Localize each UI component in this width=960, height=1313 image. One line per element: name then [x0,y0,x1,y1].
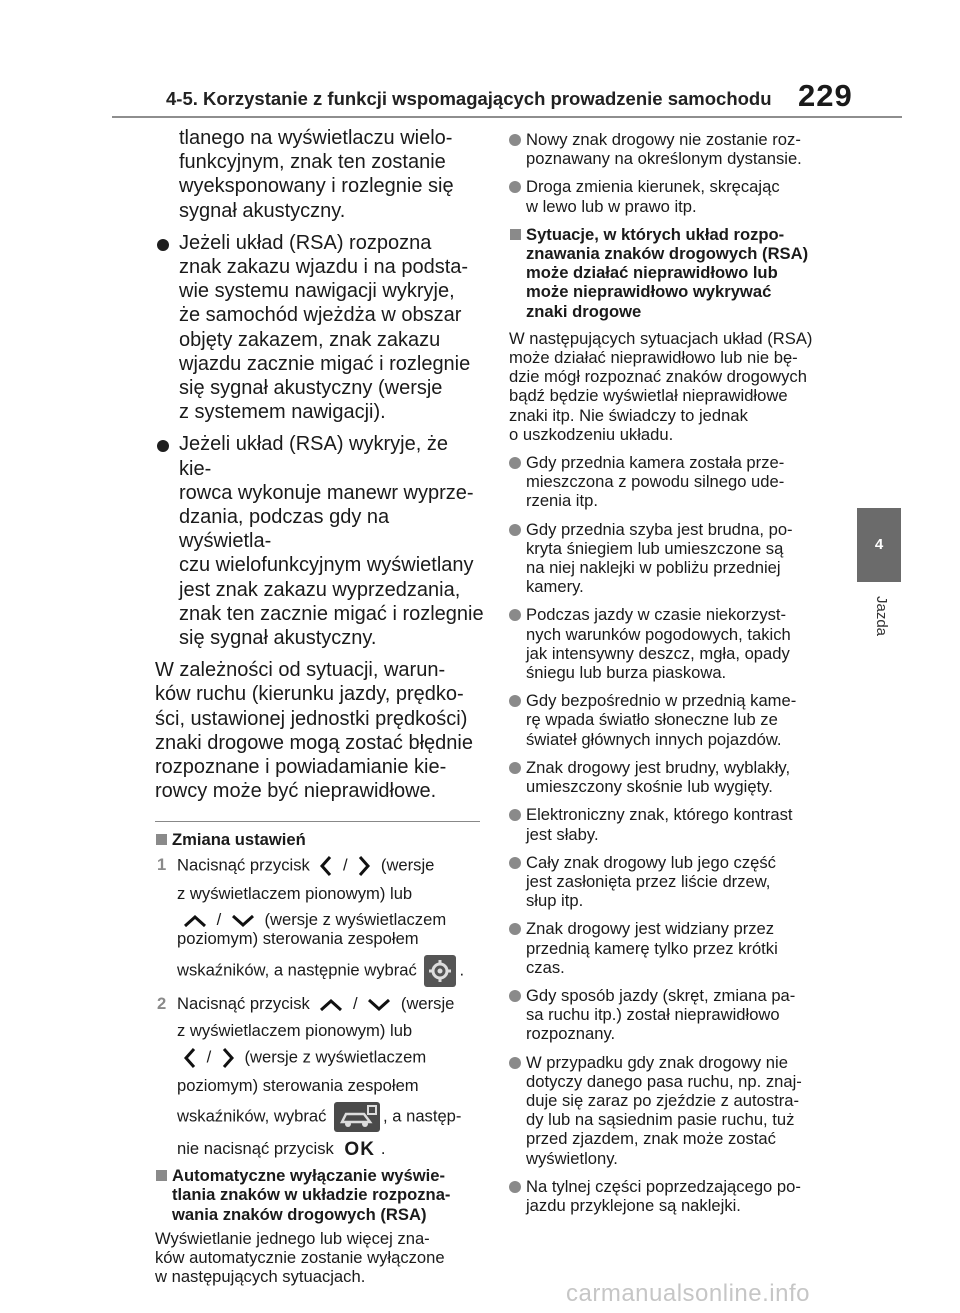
page-header-title: 4-5. Korzystanie z funkcji wspomagających prowadzenie samochodu [166,88,772,109]
chevron-up-icon [319,998,343,1012]
square-bullet-icon [156,834,167,845]
chevron-down-icon [231,914,255,928]
text-line: się sygnał akustyczny (wersje [179,377,443,400]
malfunction-bullet-list [509,453,837,1215]
right-bullet-top-1 [509,177,837,215]
text-line: nych warunków pogodowych, takich [526,624,791,644]
list-item [509,919,837,977]
text-line: Na tylnej części poprzedzającego po- [526,1176,801,1196]
text-line: na niej naklejki w pobliżu przedniej [526,558,781,578]
text-line: objęty zakazem, znak zakazu [179,328,441,351]
list-item [509,1177,837,1215]
bullet-dot-icon [509,923,521,935]
bullet-dot-icon [509,524,521,536]
text-line: wie systemu nawigacji wykryje, [179,280,455,303]
text-line: Gdy przednia szyba jest brudna, po- [526,519,793,539]
list-item [509,605,837,682]
text-line: śniegu lub burza piaskowa. [526,663,727,683]
bullet-no-entry-sign [155,231,485,425]
watermark: carmanualsonline.info [566,1280,810,1307]
text-line: funkcyjnym, znak ten zostanie [179,151,446,174]
text-line: Droga zmienia kierunek, skręcając [526,177,780,197]
bullet-dot-icon [157,239,169,251]
text-line: wyeksponowany i rozlegnie się [179,175,454,198]
text-line: Gdy przednia kamera została prze- [526,453,785,473]
text-line: kamery. [526,577,584,597]
list-item [509,520,837,597]
bullet-dot-icon [509,695,521,707]
text-line: dzie mógł rozpoznać znaków drogowych [509,367,807,387]
text-line: Sytuacje, w których układ rozpo- [526,224,785,244]
page-number: 229 [798,78,853,113]
text-line: słup itp. [526,891,584,911]
chevron-up-icon [183,914,207,928]
text-line: znak ten zacznie migać i rozlegnie [179,602,484,625]
left-column [155,126,485,1286]
settings-gear-icon [424,955,456,987]
chevron-left-icon [183,1047,197,1069]
step-2: 2 Nacisnąć przycisk / (wersje z wyświetlaczem pionowym) lub / (wersje z wyświetlaczem poziomym) sterowania zespołem wskaźników, wybrać , a następ- nie nacisnąć przycisk OK . [157,994,462,1160]
text-line: ków automatycznie zostanie wyłączone [155,1247,445,1267]
text-line: przednią kamerę tylko przez krótki [526,938,778,958]
square-bullet-icon [510,229,521,240]
right-bullet-top-0 [509,130,837,168]
text-line: kryta śniegiem lub umieszczone są [526,538,784,558]
bullet-dot-icon [509,809,521,821]
chevron-down-icon [367,998,391,1012]
text-line: ści, ustawionej jednostki prędkości) [155,707,468,730]
header-divider [112,116,902,118]
chapter-tab: 4 [857,508,901,582]
bullet-dot-icon [509,1181,521,1193]
bullet-dot-icon [157,440,169,452]
list-item [509,853,837,911]
text-line: rę wpada światło słoneczne lub ze [526,710,778,730]
text-line: sa ruchu itp.) został nieprawidłowo [526,1005,780,1025]
text-line: Elektroniczny znak, którego kontrast [526,805,793,825]
text-line: W przypadku gdy znak drogowy nie [526,1052,788,1072]
text-line: dzania, podczas gdy na wyświetla- [179,506,390,553]
text-line: W następujących sytuacjach układ (RSA) [509,328,813,348]
chevron-left-icon [319,855,333,877]
road-sign-assist-car-icon [334,1102,380,1132]
bullet-dot-icon [509,134,521,146]
bullet-no-overtaking-sign [155,432,485,650]
text-line: może działać nieprawidłowo lub [526,263,778,283]
text-line: znak zakazu wjazdu i na podsta- [179,256,469,279]
malfunction-paragraph [509,329,837,444]
text-line: mieszczona z powodu silnego ude- [526,472,785,492]
text-line: duje się zaraz po zjeździe z autostra- [526,1090,800,1110]
text-line: że samochód wjeżdża w obszar [179,304,462,327]
text-line: umieszczony skośnie lub wygięty. [526,777,773,797]
text-line: ków ruchu (kierunku jazdy, prędko- [155,683,464,706]
text-line: Automatyczne wyłączanie wyświe- [172,1166,445,1186]
text-line: jak intensywny deszcz, mgła, opady [526,643,790,663]
right-column [509,130,837,1224]
ok-button-icon: OK [344,1138,375,1160]
text-line: rowcy może być nieprawidłowe. [155,780,437,803]
text-line: wjazdu zacznie migać i rozlegnie [179,352,471,375]
text-line: czas. [526,957,565,977]
settings-heading: Zmiana ustawień [155,830,485,849]
text-line: Wyświetlanie jednego lub więcej zna- [155,1228,430,1248]
text-line: Podczas jazdy w czasie niekorzyst- [526,605,787,625]
list-item [509,758,837,796]
text-line: może nieprawidłowo wykrywać [526,282,772,302]
text-line: jazdu przyklejone są naklejki. [526,1195,741,1215]
bullet-dot-icon [509,762,521,774]
list-item [509,691,837,749]
text-line: rzenia itp. [526,491,598,511]
text-line: znaki drogowe [526,301,642,321]
text-line: rozpoznane i powiadamianie kie- [155,756,447,779]
misrecognition-paragraph [155,658,485,803]
bullet-dot-icon [509,990,521,1002]
chevron-right-icon [357,855,371,877]
text-line: Gdy bezpośrednio w przednią kame- [526,691,797,711]
text-line: Jeżeli układ (RSA) wykryje, że kie- [179,433,448,480]
text-line: Gdy sposób jazdy (skręt, zmiana pa- [526,985,796,1005]
text-line: Znak drogowy jest brudny, wyblakły, [526,757,791,777]
text-line: może działać nieprawidłowo lub nie bę- [509,348,798,368]
text-line: świateł głównych innych pojazdów. [526,729,782,749]
text-line: Cały znak drogowy lub jego część [526,852,776,872]
text-line: znawania znaków drogowych (RSA) [526,244,809,264]
step-1: 1 Nacisnąć przycisk / (wersje z wyświetlaczem pionowym) lub / (wersje z wyświetlaczem poziomym) sterowania zespołem wskaźników, a następnie wybrać . [155,855,485,988]
text-line: przed zjazdem, znak może zostać [526,1129,776,1149]
bullet-dot-icon [509,1057,521,1069]
auto-disable-heading [155,1166,485,1224]
text-line: sygnał akustyczny. [179,199,346,222]
text-line: Nowy znak drogowy nie zostanie roz- [526,130,801,149]
section-divider [155,821,480,822]
list-item [509,805,837,843]
step-number: 1 [157,854,167,874]
bullet-dot-icon [509,457,521,469]
text-line: rowca wykonuje manewr wyprze- [179,481,474,504]
text-line: znaki itp. Nie świadczy to jednak [509,405,748,425]
text-line: Znak drogowy jest widziany przez [526,919,775,939]
auto-disable-paragraph [155,1229,485,1287]
step-number: 2 [157,994,167,1014]
list-item [509,1053,837,1168]
text-line: w następujących sytuacjach. [155,1267,366,1287]
chevron-right-icon [221,1047,235,1069]
text-line: poznawany na określonym dystansie. [526,149,802,169]
bullet-dot-icon [509,857,521,869]
text-line: w lewo lub w prawo itp. [526,196,697,216]
text-line: Jeżeli układ (RSA) rozpozna [179,231,432,254]
text-line: dotyczy danego pasa ruchu, np. znaj- [526,1071,802,1091]
list-item [509,986,837,1044]
text-line: czu wielofunkcyjnym wyświetlany [179,554,474,577]
text-line: z systemem nawigacji). [179,401,386,424]
text-line: jest znak zakazu wyprzedzania, [179,578,461,601]
text-line: bądź będzie wyświetlał nieprawidłowe [509,386,788,406]
text-line: jest słaby. [526,824,599,844]
bullet-dot-icon [509,609,521,621]
text-line: o uszkodzeniu układu. [509,424,674,444]
text-line: wania znaków drogowych (RSA) [172,1204,427,1224]
square-bullet-icon [156,1170,167,1181]
text-line: tlanego na wyświetlaczu wielo- [179,127,453,149]
continued-paragraph [155,126,485,223]
text-line: tlania znaków w układzie rozpozna- [172,1185,451,1205]
malfunction-heading [509,225,837,321]
bullet-dot-icon [509,181,521,193]
chapter-label: Jazda [873,596,890,637]
text-line: rozpoznany. [526,1024,616,1044]
text-line: W zależności od sytuacji, warun- [155,659,446,682]
text-line: dy lub na sąsiednim pasie ruchu, tuż [526,1110,795,1130]
text-line: wyświetlony. [526,1148,618,1168]
list-item [509,453,837,511]
text-line: znaki drogowe mogą zostać błędnie [155,731,473,754]
text-line: się sygnał akustyczny. [179,627,377,650]
text-line: jest zasłonięta przez liście drzew, [526,871,771,891]
